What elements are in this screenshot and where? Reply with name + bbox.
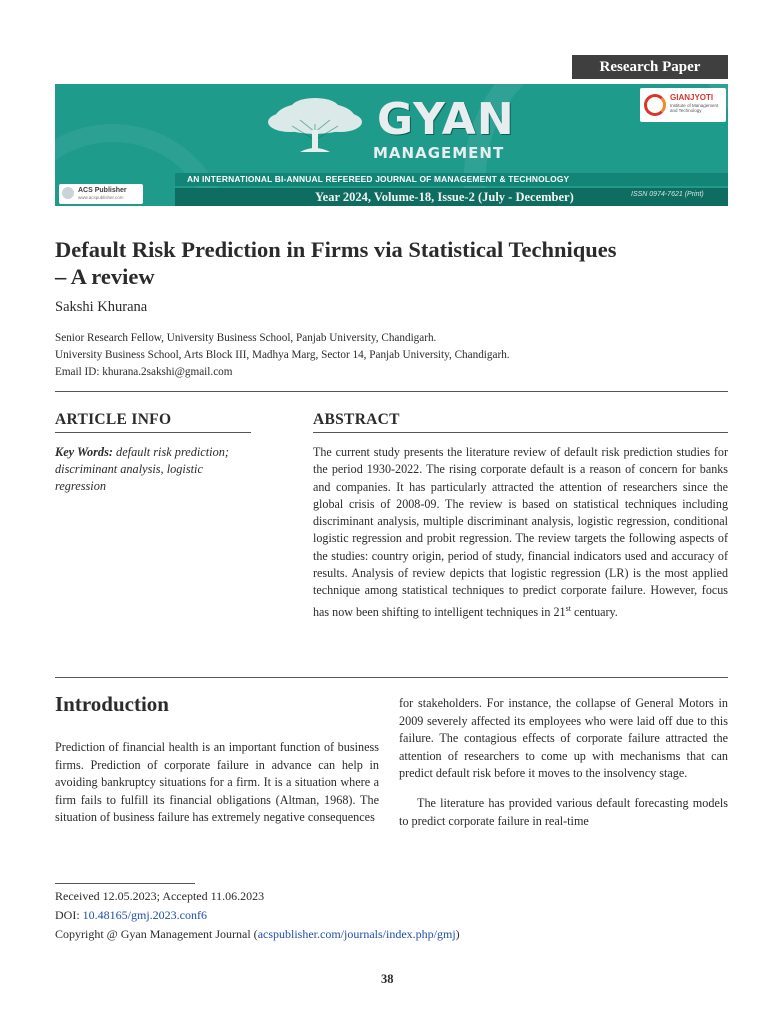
divider: [313, 432, 728, 433]
footnote-divider: [55, 883, 195, 884]
paragraph: Prediction of financial health is an important function of business firms. Prediction of corporate failure in advance can help in avoiding bankruptcy situations for a firm. It is a situation where a firm fails to fulfill its financial obligations (Altman, 1968). The situation of business failure has extremely negative consequences: [55, 740, 379, 825]
journal-banner: [55, 84, 728, 206]
intro-right-column: [399, 695, 728, 830]
affiliation-line: Senior Research Fellow, University Business School, Panjab University, Chandigarh.: [55, 332, 437, 344]
abstract-heading: ABSTRACT: [313, 411, 400, 428]
abstract-text: The current study presents the literature review of default risk prediction studies for the period 1930-2022. The rising corporate default is a reason of concern for banks and companies. It has particularly attracted the attention of researchers since the global crisis of 2008-09. The review is based on statistical techniques including discriminant analysis, multiple discriminant analysis, logistic regression, conditional logistic regression and probit regression. The review targets the following aspects of the studies: country origin, period of study, financial indicators used and accuracy of results. Analysis of review depicts that logistic regression (LR) is the most applied technique among statistical techniques to predict corporate failure. However, focus has now been shifting to intelligent techniques in 21st centuary.: [313, 445, 728, 619]
publisher-logo-icon: [62, 187, 74, 199]
article-title: Default Risk Prediction in Firms via Statistical Techniques – A review: [55, 237, 617, 289]
page-number: 38: [381, 972, 394, 986]
author-email: Email ID: khurana.2sakshi@gmail.com: [55, 366, 233, 378]
section-heading-introduction: Introduction: [55, 692, 169, 716]
divider: [55, 432, 251, 433]
affiliation-line: University Business School, Arts Block III, Madhya Marg, Sector 14, Panjab University, Chandigarh.: [55, 349, 510, 361]
received-dates: Received 12.05.2023; Accepted 11.06.2023: [55, 889, 265, 903]
doi-link[interactable]: 10.48165/gmj.2023.conf6: [82, 908, 207, 922]
paragraph: for stakeholders. For instance, the collapse of General Motors in 2009 severely affected its employees who were laid off due to this failure. The contagious effects of corporate failure attracted the attention of researchers to come up with mechanisms that can predict default risk before it moves to the insolvency stage.: [399, 696, 728, 781]
journal-subtitle-logo: MANAGEMENT: [373, 144, 505, 162]
intro-left-column: [55, 739, 379, 827]
issn: ISSN 0974-7621 (Print): [631, 191, 704, 198]
article-info-heading: ARTICLE INFO: [55, 411, 172, 428]
copyright: Copyright @ Gyan Management Journal (acspublisher.com/journals/index.php/gmj): [55, 927, 460, 941]
issue-info: Year 2024, Volume-18, Issue-2 (July - December): [175, 188, 728, 206]
divider: [55, 391, 728, 392]
journal-tagline: AN INTERNATIONAL BI-ANNUAL REFEREED JOURNAL OF MANAGEMENT & TECHNOLOGY: [175, 173, 728, 186]
doi: DOI: 10.48165/gmj.2023.conf6: [55, 908, 207, 922]
publisher-logo: ACS Publisher www.acspublisher.com: [59, 184, 143, 204]
journal-link[interactable]: acspublisher.com/journals/index.php/gmj: [257, 927, 456, 941]
author-name: Sakshi Khurana: [55, 299, 148, 315]
divider: [55, 677, 728, 678]
journal-name-logo: GYAN: [377, 94, 515, 145]
tree-logo-icon: [260, 96, 370, 156]
keywords: Key Words: default risk prediction; discriminant analysis, logistic regression: [55, 445, 229, 493]
institution-logo: GIANJYOTI Institute of Management and Technology: [640, 88, 726, 122]
paragraph: The literature has provided various default forecasting models to predict corporate failure in real-time: [399, 795, 728, 828]
institution-logo-icon: [644, 94, 666, 116]
article-type-badge: Research Paper: [572, 55, 728, 79]
